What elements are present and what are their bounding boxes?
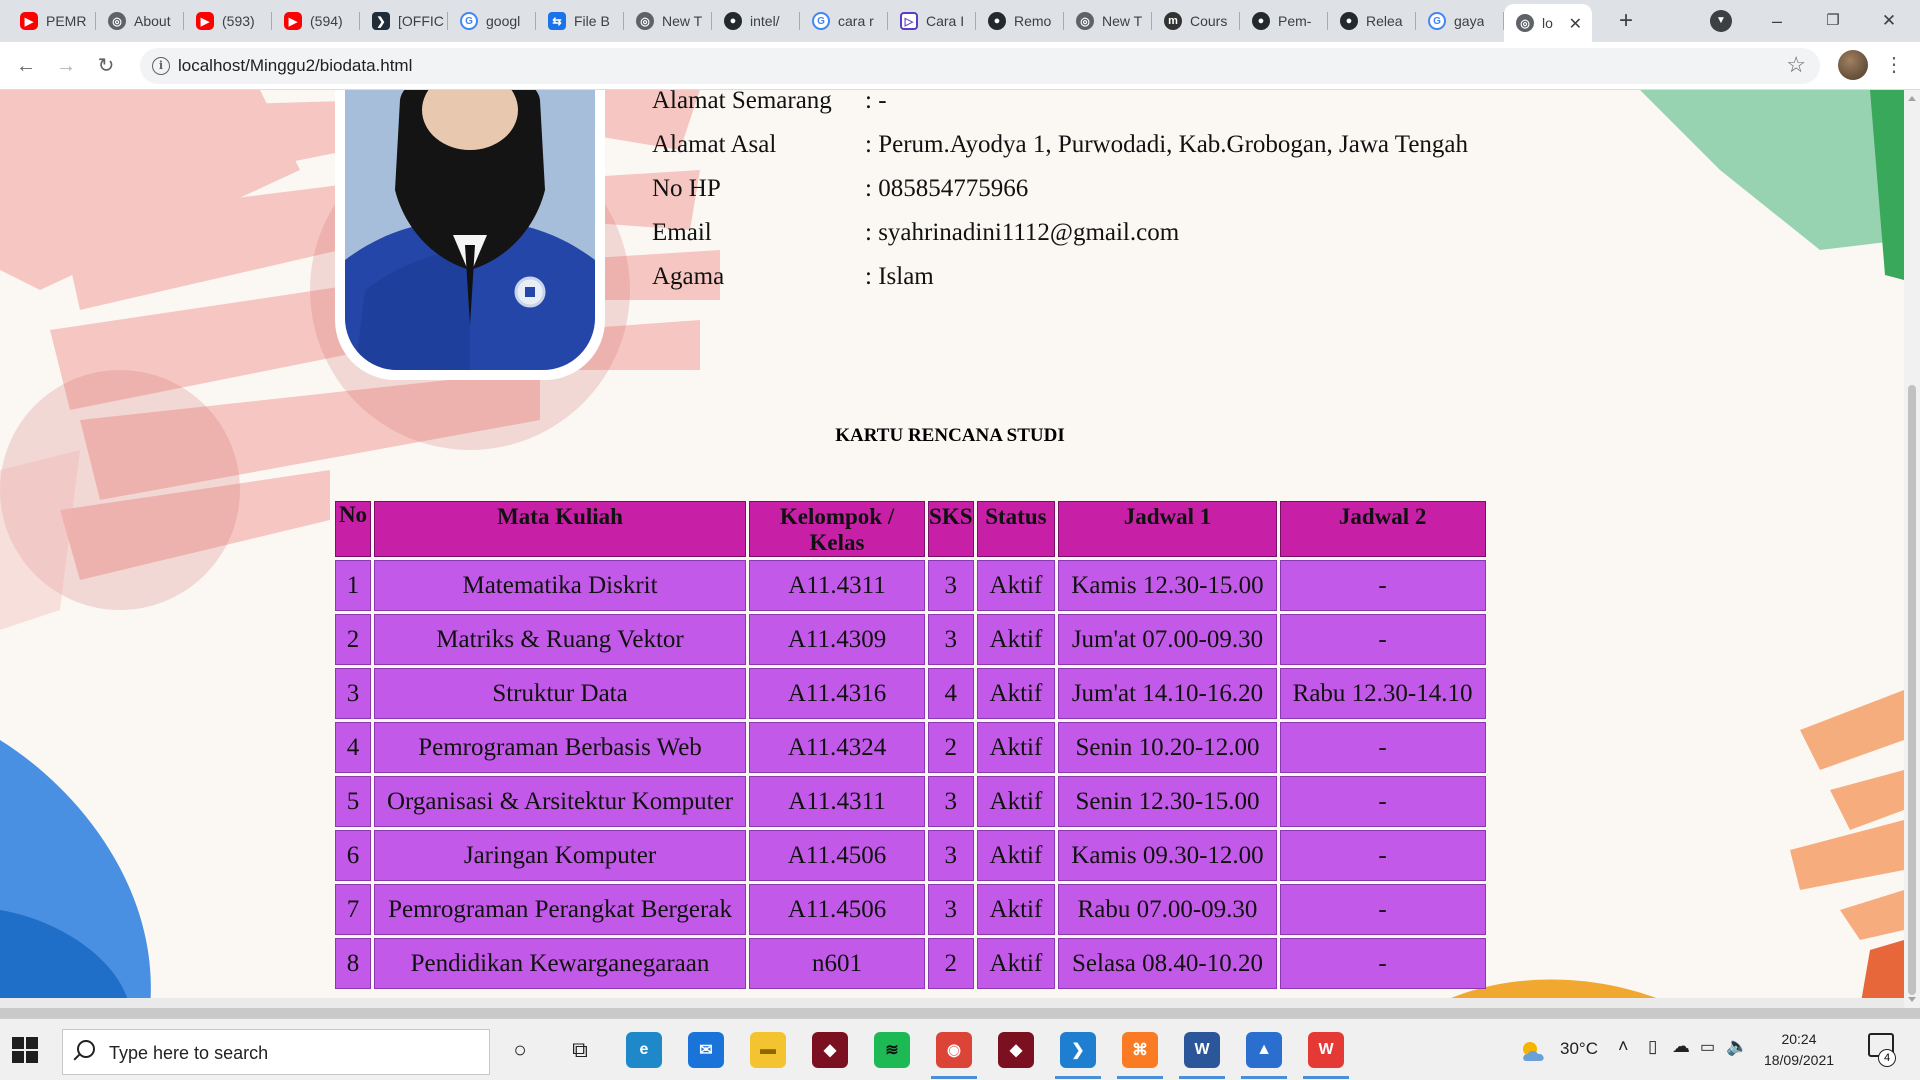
tab-label: intel/ (750, 13, 780, 29)
minimize-button[interactable]: – (1771, 11, 1782, 31)
browser-tab-strip (0, 0, 1920, 42)
biodata-value: : Perum.Ayodya 1, Purwodadi, Kab.Grobogan, Jawa Tengah (865, 131, 1469, 158)
kebab-menu-icon[interactable]: ⋮ (1884, 54, 1904, 76)
tab-label: New T (1102, 13, 1143, 29)
chrome-icon[interactable]: ◉ (936, 1032, 972, 1068)
table-cell: 3 (928, 776, 973, 827)
table-cell: 3 (928, 884, 973, 935)
search-icon (77, 1040, 95, 1058)
play-icon: ▷ (900, 12, 918, 30)
table-cell: 3 (335, 668, 371, 719)
mail-icon[interactable]: ✉ (688, 1032, 724, 1068)
vscode-icon[interactable]: ❯ (1060, 1032, 1096, 1068)
weather-icon (1520, 1039, 1550, 1063)
taskbar-search-box[interactable] (62, 1029, 490, 1075)
krs-body (335, 560, 1486, 989)
table-cell: Aktif (977, 668, 1056, 719)
tab-label: googl (486, 13, 521, 29)
table-cell: Aktif (977, 830, 1056, 881)
column-header: SKS (928, 501, 973, 557)
tab-label: About (134, 13, 171, 29)
vertical-scrollbar[interactable] (1904, 90, 1920, 1008)
google-icon: G (460, 12, 478, 30)
profile-photo (345, 90, 595, 370)
scroll-thumb[interactable] (1908, 385, 1916, 995)
forward-icon[interactable]: → (56, 55, 76, 77)
reload-icon[interactable]: ↻ (97, 55, 115, 77)
browser-tab[interactable] (800, 0, 888, 42)
table-cell: A11.4506 (749, 830, 925, 881)
table-cell: Senin 10.20-12.00 (1058, 722, 1276, 773)
table-cell: Pemrograman Berbasis Web (374, 722, 746, 773)
table-cell: - (1280, 830, 1486, 881)
tab-label: New T (662, 13, 703, 29)
tab-label: lo (1542, 15, 1553, 31)
tab-label: cara r (838, 13, 874, 29)
scroll-down-arrow[interactable] (1908, 997, 1916, 1002)
table-cell: A11.4311 (749, 776, 925, 827)
column-header: Mata Kuliah (374, 501, 746, 557)
table-cell: 3 (928, 560, 973, 611)
table-cell: 2 (335, 614, 371, 665)
taskbar-clock[interactable] (1754, 1029, 1844, 1071)
table-cell: Senin 12.30-15.00 (1058, 776, 1276, 827)
browser-tab[interactable] (360, 0, 448, 42)
url-text[interactable]: localhost/Minggu2/biodata.html (178, 56, 413, 75)
table-cell: 1 (335, 560, 371, 611)
notification-count: 4 (1878, 1049, 1896, 1067)
tab-label: [OFFIC (398, 13, 444, 29)
table-cell: 7 (335, 884, 371, 935)
browser-tab[interactable] (536, 0, 624, 42)
app-icon[interactable]: ◆ (812, 1032, 848, 1068)
browser-tab[interactable] (1416, 0, 1504, 42)
table-cell: Jaringan Komputer (374, 830, 746, 881)
browser-tab[interactable] (272, 0, 360, 42)
site-info-icon[interactable]: i (152, 57, 170, 75)
profile-avatar[interactable] (1838, 50, 1868, 80)
maximize-button[interactable]: ❐ (1826, 12, 1840, 29)
scroll-up-arrow[interactable] (1908, 96, 1916, 101)
word-icon[interactable]: W (1184, 1032, 1220, 1068)
globe-icon: ◎ (1516, 14, 1534, 32)
browser-tab[interactable] (624, 0, 712, 42)
page-bottom-strip (0, 1008, 1920, 1018)
table-cell: 3 (928, 830, 973, 881)
table-row (335, 884, 1486, 935)
column-header: Jadwal 1 (1058, 501, 1276, 557)
table-cell: Kamis 09.30-12.00 (1058, 830, 1276, 881)
close-window-button[interactable]: ✕ (1881, 11, 1897, 30)
github-icon: ● (988, 12, 1006, 30)
table-cell: Organisasi & Arsitektur Komputer (374, 776, 746, 827)
krs-header-row (335, 501, 1486, 557)
file-icon: ⇆ (548, 12, 566, 30)
table-cell: - (1280, 938, 1486, 989)
table-cell: 2 (928, 938, 973, 989)
battery-icon[interactable]: ▭ (1700, 1039, 1716, 1056)
table-cell: 4 (335, 722, 371, 773)
table-cell: A11.4311 (749, 560, 925, 611)
windows-start-icon[interactable] (12, 1037, 40, 1065)
tab-search-button[interactable]: ▼ (1710, 10, 1732, 32)
table-cell: Aktif (977, 884, 1056, 935)
krs-title: KARTU RENCANA STUDI (835, 425, 1065, 446)
table-row (335, 560, 1486, 611)
browser-tab[interactable] (1240, 0, 1328, 42)
biodata-label: Agama (652, 263, 725, 290)
table-cell: 5 (335, 776, 371, 827)
table-cell: A11.4316 (749, 668, 925, 719)
volume-icon[interactable]: 🔈 (1726, 1036, 1749, 1056)
github-icon: ● (724, 12, 742, 30)
wps-icon[interactable]: W (1308, 1032, 1344, 1068)
table-cell: A11.4324 (749, 722, 925, 773)
browser-tab[interactable] (888, 0, 976, 42)
browser-tab[interactable] (96, 0, 184, 42)
browser-tab[interactable] (1064, 0, 1152, 42)
column-header: Kelompok / Kelas (749, 501, 925, 557)
close-tab-icon[interactable]: ✕ (1568, 16, 1582, 33)
biodata-label: Alamat Asal (652, 131, 777, 158)
tab-label: gaya (1454, 13, 1485, 29)
tab-label: Relea (1366, 13, 1403, 29)
page-viewport (0, 90, 1904, 1008)
bookmark-star-icon[interactable]: ☆ (1786, 52, 1806, 77)
browser-tab[interactable] (448, 0, 536, 42)
table-cell: Matematika Diskrit (374, 560, 746, 611)
clock-date: 18/09/2021 (1763, 1052, 1835, 1068)
table-cell: Struktur Data (374, 668, 746, 719)
globe-icon: ◎ (1076, 12, 1094, 30)
tray-chevron-icon[interactable]: ˄ (1618, 1036, 1629, 1056)
globe-icon: ◎ (108, 12, 126, 30)
table-cell: - (1280, 722, 1486, 773)
file-explorer-icon[interactable]: ▬ (750, 1032, 786, 1068)
tab-label: Pem- (1278, 13, 1312, 29)
column-header: No (335, 501, 371, 557)
table-cell: 6 (335, 830, 371, 881)
biodata-label: No HP (652, 175, 721, 202)
google-icon: G (812, 12, 830, 30)
table-cell: Aktif (977, 722, 1056, 773)
tab-label: File B (574, 13, 610, 29)
table-cell: n601 (749, 938, 925, 989)
table-cell: Rabu 07.00-09.30 (1058, 884, 1276, 935)
table-cell: 3 (928, 614, 973, 665)
table-cell: Jum'at 07.00-09.30 (1058, 614, 1276, 665)
globe-icon: ◎ (636, 12, 654, 30)
biodata-value: : 085854775966 (865, 175, 1029, 202)
browser-tab[interactable] (712, 0, 800, 42)
table-cell: A11.4309 (749, 614, 925, 665)
table-row (335, 938, 1486, 989)
onedrive-icon[interactable]: ☁ (1672, 1036, 1690, 1056)
back-icon[interactable]: ← (16, 55, 36, 77)
table-cell: Matriks & Ruang Vektor (374, 614, 746, 665)
table-cell: - (1280, 614, 1486, 665)
photos-icon[interactable]: ▲ (1246, 1032, 1282, 1068)
table-row (335, 614, 1486, 665)
google-icon: G (1428, 12, 1446, 30)
table-row (335, 722, 1486, 773)
table-row (335, 776, 1486, 827)
table-cell: Pendidikan Kewarganegaraan (374, 938, 746, 989)
task-view-icon[interactable]: ⧉ (572, 1037, 588, 1062)
clock-time: 20:24 (1781, 1031, 1817, 1047)
table-cell: A11.4506 (749, 884, 925, 935)
youtube-icon: ▶ (196, 12, 214, 30)
device-icon[interactable]: ▯ (1648, 1037, 1658, 1056)
biodata-value: : syahrinadini1112@gmail.com (865, 219, 1180, 246)
tab-label: Remo (1014, 13, 1052, 29)
search-placeholder: Type here to search (109, 1043, 269, 1063)
tab-label: Cours (1190, 13, 1228, 29)
course-icon: m (1164, 12, 1182, 30)
table-cell: 8 (335, 938, 371, 989)
tab-list (8, 0, 1592, 42)
column-header: Status (977, 501, 1056, 557)
table-cell: Rabu 12.30-14.10 (1280, 668, 1486, 719)
browser-tab[interactable] (8, 0, 96, 42)
browser-tab[interactable] (1152, 0, 1240, 42)
tab-label: (593) (222, 13, 255, 29)
table-cell: - (1280, 560, 1486, 611)
cortana-icon[interactable]: ○ (513, 1037, 527, 1062)
table-cell: Selasa 08.40-10.20 (1058, 938, 1276, 989)
browser-tab[interactable] (184, 0, 272, 42)
table-row (335, 830, 1486, 881)
biodata-value: : Islam (865, 263, 934, 290)
krs-table (332, 498, 1489, 992)
github-icon: ● (1252, 12, 1270, 30)
spotify-icon[interactable]: ≋ (874, 1032, 910, 1068)
biodata-value: : - (865, 90, 887, 114)
table-cell: 4 (928, 668, 973, 719)
app-icon[interactable]: ◆ (998, 1032, 1034, 1068)
browser-tab[interactable] (1328, 0, 1416, 42)
youtube-icon: ▶ (284, 12, 302, 30)
table-cell: Aktif (977, 938, 1056, 989)
table-cell: Kamis 12.30-15.00 (1058, 560, 1276, 611)
biodata-label: Email (652, 219, 712, 246)
tab-label: (594) (310, 13, 343, 29)
table-cell: - (1280, 884, 1486, 935)
browser-tab[interactable] (1504, 4, 1592, 42)
arrow-app-icon: ❯ (372, 12, 390, 30)
table-cell: Pemrograman Perangkat Bergerak (374, 884, 746, 935)
browser-toolbar (0, 42, 1920, 90)
browser-tab[interactable] (976, 0, 1064, 42)
address-bar[interactable] (140, 48, 1820, 84)
windows-taskbar (0, 1018, 1920, 1080)
xampp-icon[interactable]: ⌘ (1122, 1032, 1158, 1068)
profile-photo-frame (335, 90, 605, 380)
edge-icon[interactable]: e (626, 1032, 662, 1068)
biodata-label: Alamat Semarang (652, 90, 832, 114)
table-row (335, 668, 1486, 719)
youtube-icon: ▶ (20, 12, 38, 30)
column-header: Jadwal 2 (1280, 501, 1486, 557)
table-cell: - (1280, 776, 1486, 827)
table-cell: Aktif (977, 614, 1056, 665)
tab-label: PEMR (46, 13, 87, 29)
table-cell: Aktif (977, 560, 1056, 611)
weather-temperature[interactable]: 30°C (1560, 1039, 1598, 1058)
new-tab-button[interactable]: + (1618, 7, 1633, 34)
github-icon: ● (1340, 12, 1358, 30)
table-cell: Aktif (977, 776, 1056, 827)
table-cell: 2 (928, 722, 973, 773)
tab-label: Cara I (926, 13, 965, 29)
table-cell: Jum'at 14.10-16.20 (1058, 668, 1276, 719)
